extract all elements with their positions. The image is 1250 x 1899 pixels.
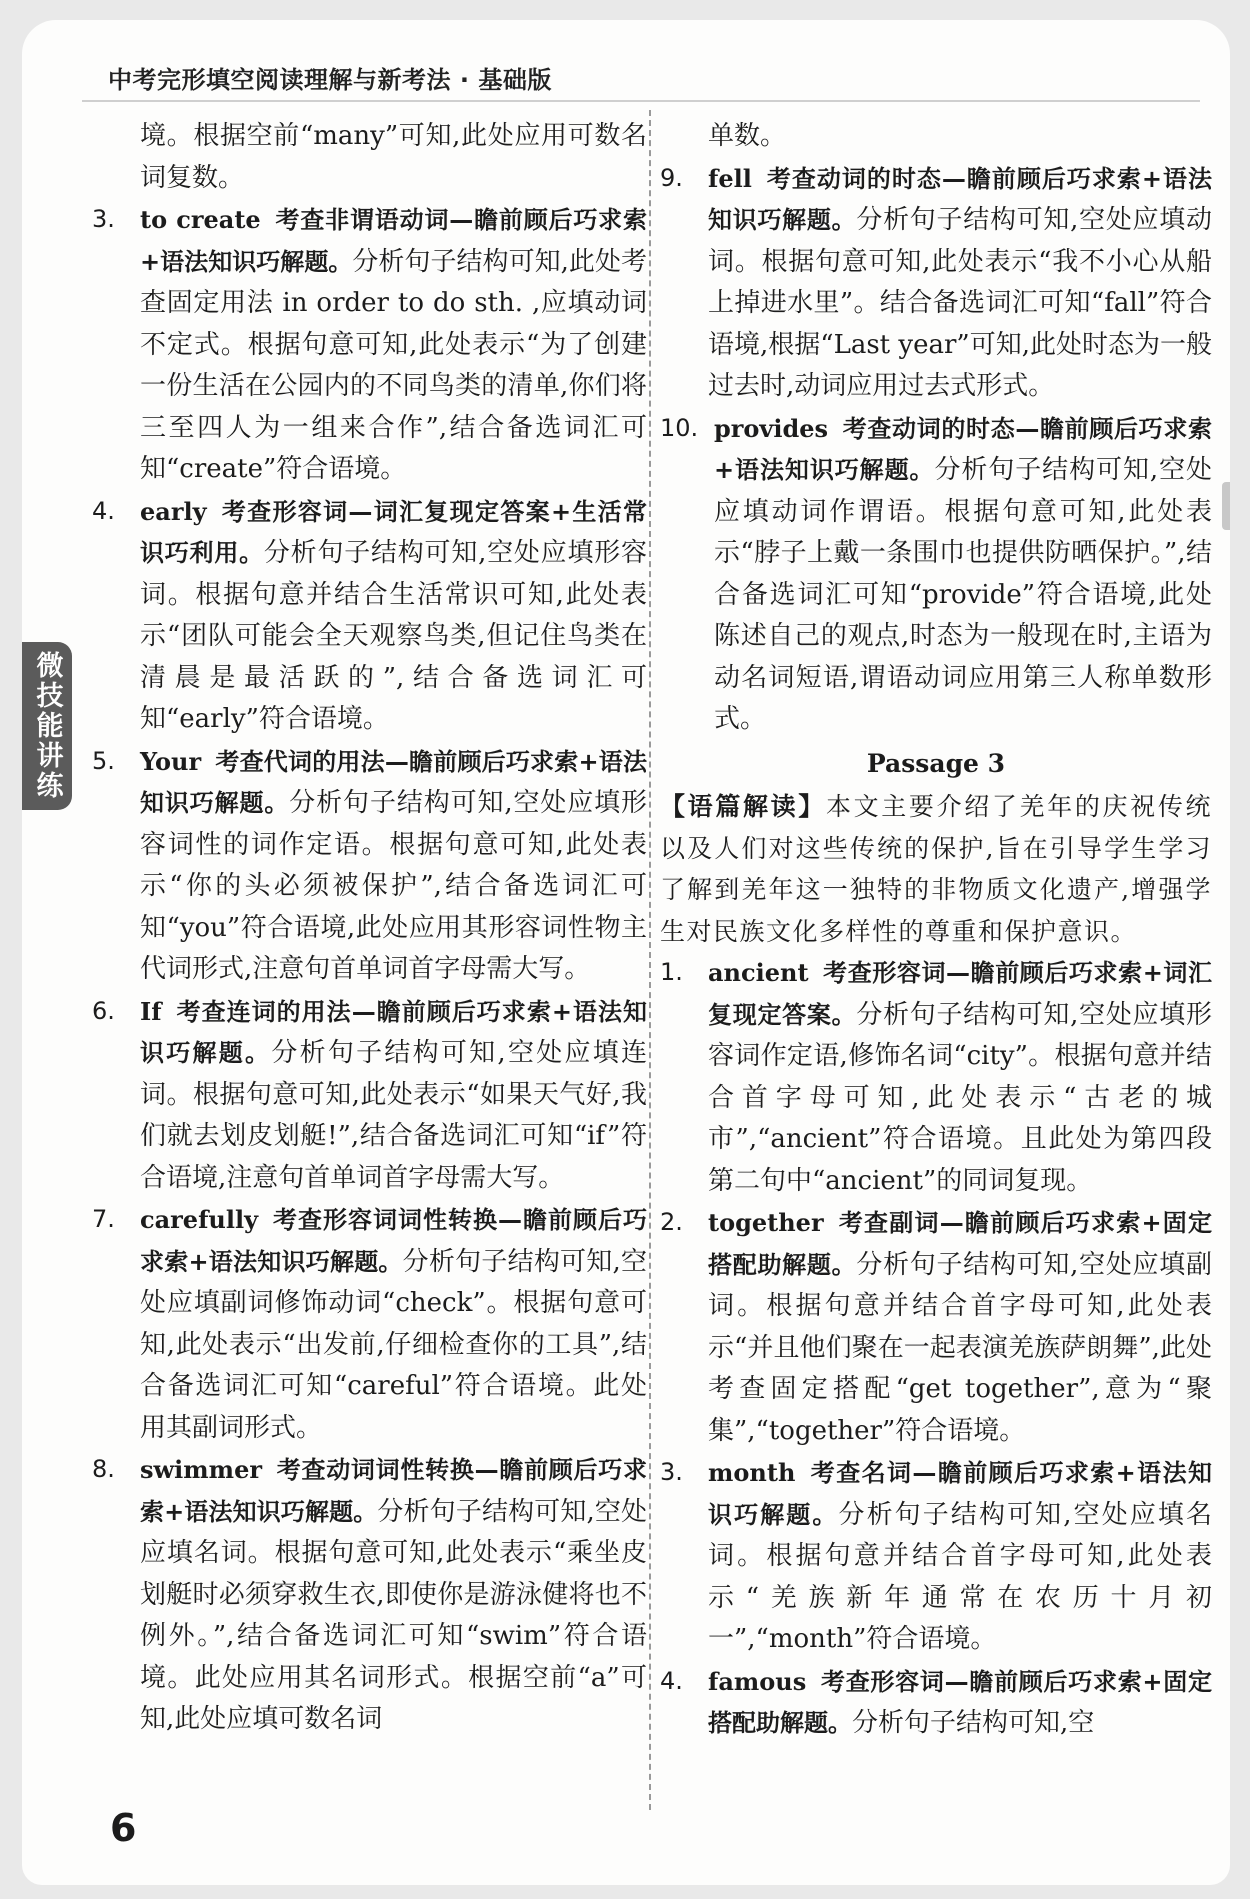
item-text [140, 1199, 647, 1449]
item-tag: 考查连词的用法—瞻前顾后巧求索+语法知识巧解题。 [140, 997, 647, 1067]
passage-intro [660, 786, 1212, 952]
answer-item [92, 491, 647, 741]
item-explanation: 单数。 [708, 121, 787, 151]
item-answer: swimmer [140, 1455, 262, 1484]
item-number: 3. [92, 205, 115, 233]
item-number: 3. [660, 1458, 683, 1486]
answer-item [660, 1202, 1212, 1452]
item-text [708, 952, 1212, 1202]
item-tag: 考查动词的时态—瞻前顾后巧求索+语法知识巧解题。 [714, 414, 1212, 484]
item-number: 6. [92, 996, 115, 1025]
item-answer: early [140, 496, 207, 526]
item-explanation: 分析句子结构可知,空处应填形容词性的词作定语。根据句意可知,此处表示“你的头必须被保护”,结合备选词汇可知“you”符合语境,此处应用其形容词性物主代词形式,注意句首单词首字母需大写。 [140, 788, 648, 984]
answer-item [660, 408, 1212, 741]
item-answer: together [708, 1208, 824, 1237]
section-tab: 微技能讲练 [22, 642, 72, 810]
item-text [140, 741, 647, 991]
page-header: 中考完形填空阅读理解与新考法 · 基础版 [108, 66, 552, 94]
item-number: 9. [660, 163, 683, 192]
page-edge-mark [1222, 482, 1230, 530]
intro-text: 本文主要介绍了羌年的庆祝传统以及人们对这些传统的保护,旨在引导学生学习了解到羌年这一独特的非物质文化遗产,增强学生对民族文化多样性的尊重和保护意识。 [660, 792, 1212, 946]
item-answer: carefully [140, 1205, 259, 1234]
column-divider [649, 110, 651, 1810]
item-number: 2. [660, 1208, 683, 1236]
item-tag: 考查形容词—瞻前顾后巧求索+固定搭配助解题。 [708, 1667, 1212, 1737]
item-tag: 考查名词—瞻前顾后巧求索+语法知识巧解题。 [708, 1459, 1212, 1529]
item-tag: 考查形容词—瞻前顾后巧求索+词汇复现定答案。 [708, 959, 1212, 1029]
left-column [92, 116, 647, 1741]
item-answer: famous [708, 1666, 807, 1696]
page-number: 6 [110, 1806, 137, 1850]
item-tag: 考查副词—瞻前顾后巧求索+固定搭配助解题。 [708, 1209, 1212, 1279]
item-number: 1. [660, 958, 683, 986]
item-answer: ancient [708, 958, 809, 987]
item-number: 4. [92, 496, 115, 525]
item-tag: 考查动词的时态—瞻前顾后巧求索+语法知识巧解题。 [708, 164, 1212, 234]
item-answer: fell [708, 163, 752, 193]
item-answer: month [708, 1458, 796, 1487]
answer-item [92, 991, 647, 1200]
item-answer: If [140, 996, 162, 1026]
answer-item [660, 1661, 1212, 1745]
item-explanation: 分析句子结构可知,空处应填名词。根据句意并结合首字母可知,此处表示“羌族新年通常在农历十月初一”,“month”符合语境。 [708, 1499, 1213, 1654]
answer-item [660, 116, 1212, 158]
item-tag: 考查动词词性转换—瞻前顾后巧求索+语法知识巧解题。 [140, 1456, 647, 1526]
item-tag: 考查非谓语动词—瞻前顾后巧求索+语法知识巧解题。 [140, 206, 647, 276]
answer-item [92, 741, 647, 991]
right-column [660, 116, 1212, 1745]
item-number: 10. [660, 413, 699, 442]
answer-item [660, 158, 1212, 408]
item-explanation: 分析句子结构可知,空处应填副词。根据句意并结合首字母可知,此处表示“并且他们聚在一起表演羌族萨朗舞”,此处考查固定搭配“get together”,意为“聚集”,“together”符合语境。 [708, 1249, 1213, 1446]
item-text [708, 1661, 1212, 1745]
item-text [140, 491, 647, 741]
item-tag: 考查代词的用法—瞻前顾后巧求索+语法知识巧解题。 [140, 747, 647, 817]
intro-label: 【语篇解读】 [660, 792, 826, 821]
item-text [708, 1202, 1212, 1452]
item-tag: 考查形容词—词汇复现定答案+生活常识巧利用。 [140, 497, 647, 567]
item-explanation: 分析句子结构可知,空处应填形容词作定语,修饰名词“city”。根据句意并结合首字母可知,此处表示“古老的城市”,“ancient”符合语境。且此处为第四段第二句中“ancient”的同词复现。 [708, 999, 1213, 1196]
item-text [140, 116, 647, 199]
item-explanation: 分析句子结构可知,空处应填副词修饰动词“check”。根据句意可知,此处表示“出发前,仔细检查你的工具”,结合备选词汇可知“careful”符合语境。此处用其副词形式。 [140, 1246, 648, 1443]
answer-item [660, 1452, 1212, 1661]
item-answer: Your [140, 746, 202, 776]
item-number: 7. [92, 1205, 115, 1233]
item-text [140, 1449, 647, 1741]
item-number: 4. [660, 1666, 683, 1695]
item-text [708, 158, 1212, 408]
item-number: 5. [92, 746, 115, 775]
item-explanation: 境。根据空前“many”可知,此处应用可数名词复数。 [140, 121, 647, 193]
item-number: 8. [92, 1455, 115, 1483]
passage-title: Passage 3 [866, 748, 1006, 778]
answer-item [92, 116, 647, 199]
item-explanation: 分析句子结构可知,空 [852, 1708, 1095, 1738]
header-divider [82, 100, 1200, 102]
answer-item [92, 1449, 647, 1741]
item-explanation: 分析句子结构可知,空处应填连词。根据句意可知,此处表示“如果天气好,我们就去划皮划艇!”,结合备选词汇可知“if”符合语境,注意句首单词首字母需大写。 [140, 1038, 648, 1193]
answer-item [92, 1199, 647, 1449]
item-explanation: 分析句子结构可知,空处应填名词。根据句意可知,此处表示“乘坐皮划艇时必须穿救生衣,即使你是游泳健将也不例外。”,结合备选词汇可知“swim”符合语境。此处应用其名词形式。根据空前“a”可知,此处应填可数名词 [140, 1496, 647, 1734]
answer-item [660, 952, 1212, 1202]
answer-item [92, 199, 647, 491]
item-text [140, 199, 647, 491]
item-answer: to create [140, 205, 261, 234]
item-explanation: 分析句子结构可知,空处应填动词作谓语。根据句意可知,此处表示“脖子上戴一条围巾也提供防晒保护。”,结合备选词汇可知“provide”符合语境,此处陈述自己的观点,时态为一般现在时,主语为动名词短语,谓语动词应用第三人称单数形式。 [714, 455, 1213, 734]
item-tag: 考查形容词词性转换—瞻前顾后巧求索+语法知识巧解题。 [140, 1206, 647, 1276]
item-explanation: 分析句子结构可知,此处考查固定用法 in order to do sth. ,应填动词不定式。根据句意可知,此处表示“为了创建一份生活在公园内的不同鸟类的清单,你们将三至四人为一组来合作”,结合备选词汇可知“create”符合语境。 [140, 246, 647, 484]
page [22, 20, 1230, 1885]
item-answer: provides [714, 413, 829, 443]
item-explanation: 分析句子结构可知,空处应填形容词。根据句意并结合生活常识可知,此处表示“团队可能会全天观察鸟类,但记住鸟类在清晨是最活跃的”,结合备选词汇可知“early”符合语境。 [140, 538, 648, 734]
item-text [708, 1452, 1212, 1661]
item-explanation: 分析句子结构可知,空处应填动词。根据句意可知,此处表示“我不小心从船上掉进水里”。结合备选词汇可知“fall”符合语境,根据“Last year”可知,此处时态为一般过去时,动词应用过去式形式。 [708, 205, 1213, 401]
item-text [714, 408, 1212, 741]
item-text [708, 116, 1212, 158]
item-text [140, 991, 647, 1200]
